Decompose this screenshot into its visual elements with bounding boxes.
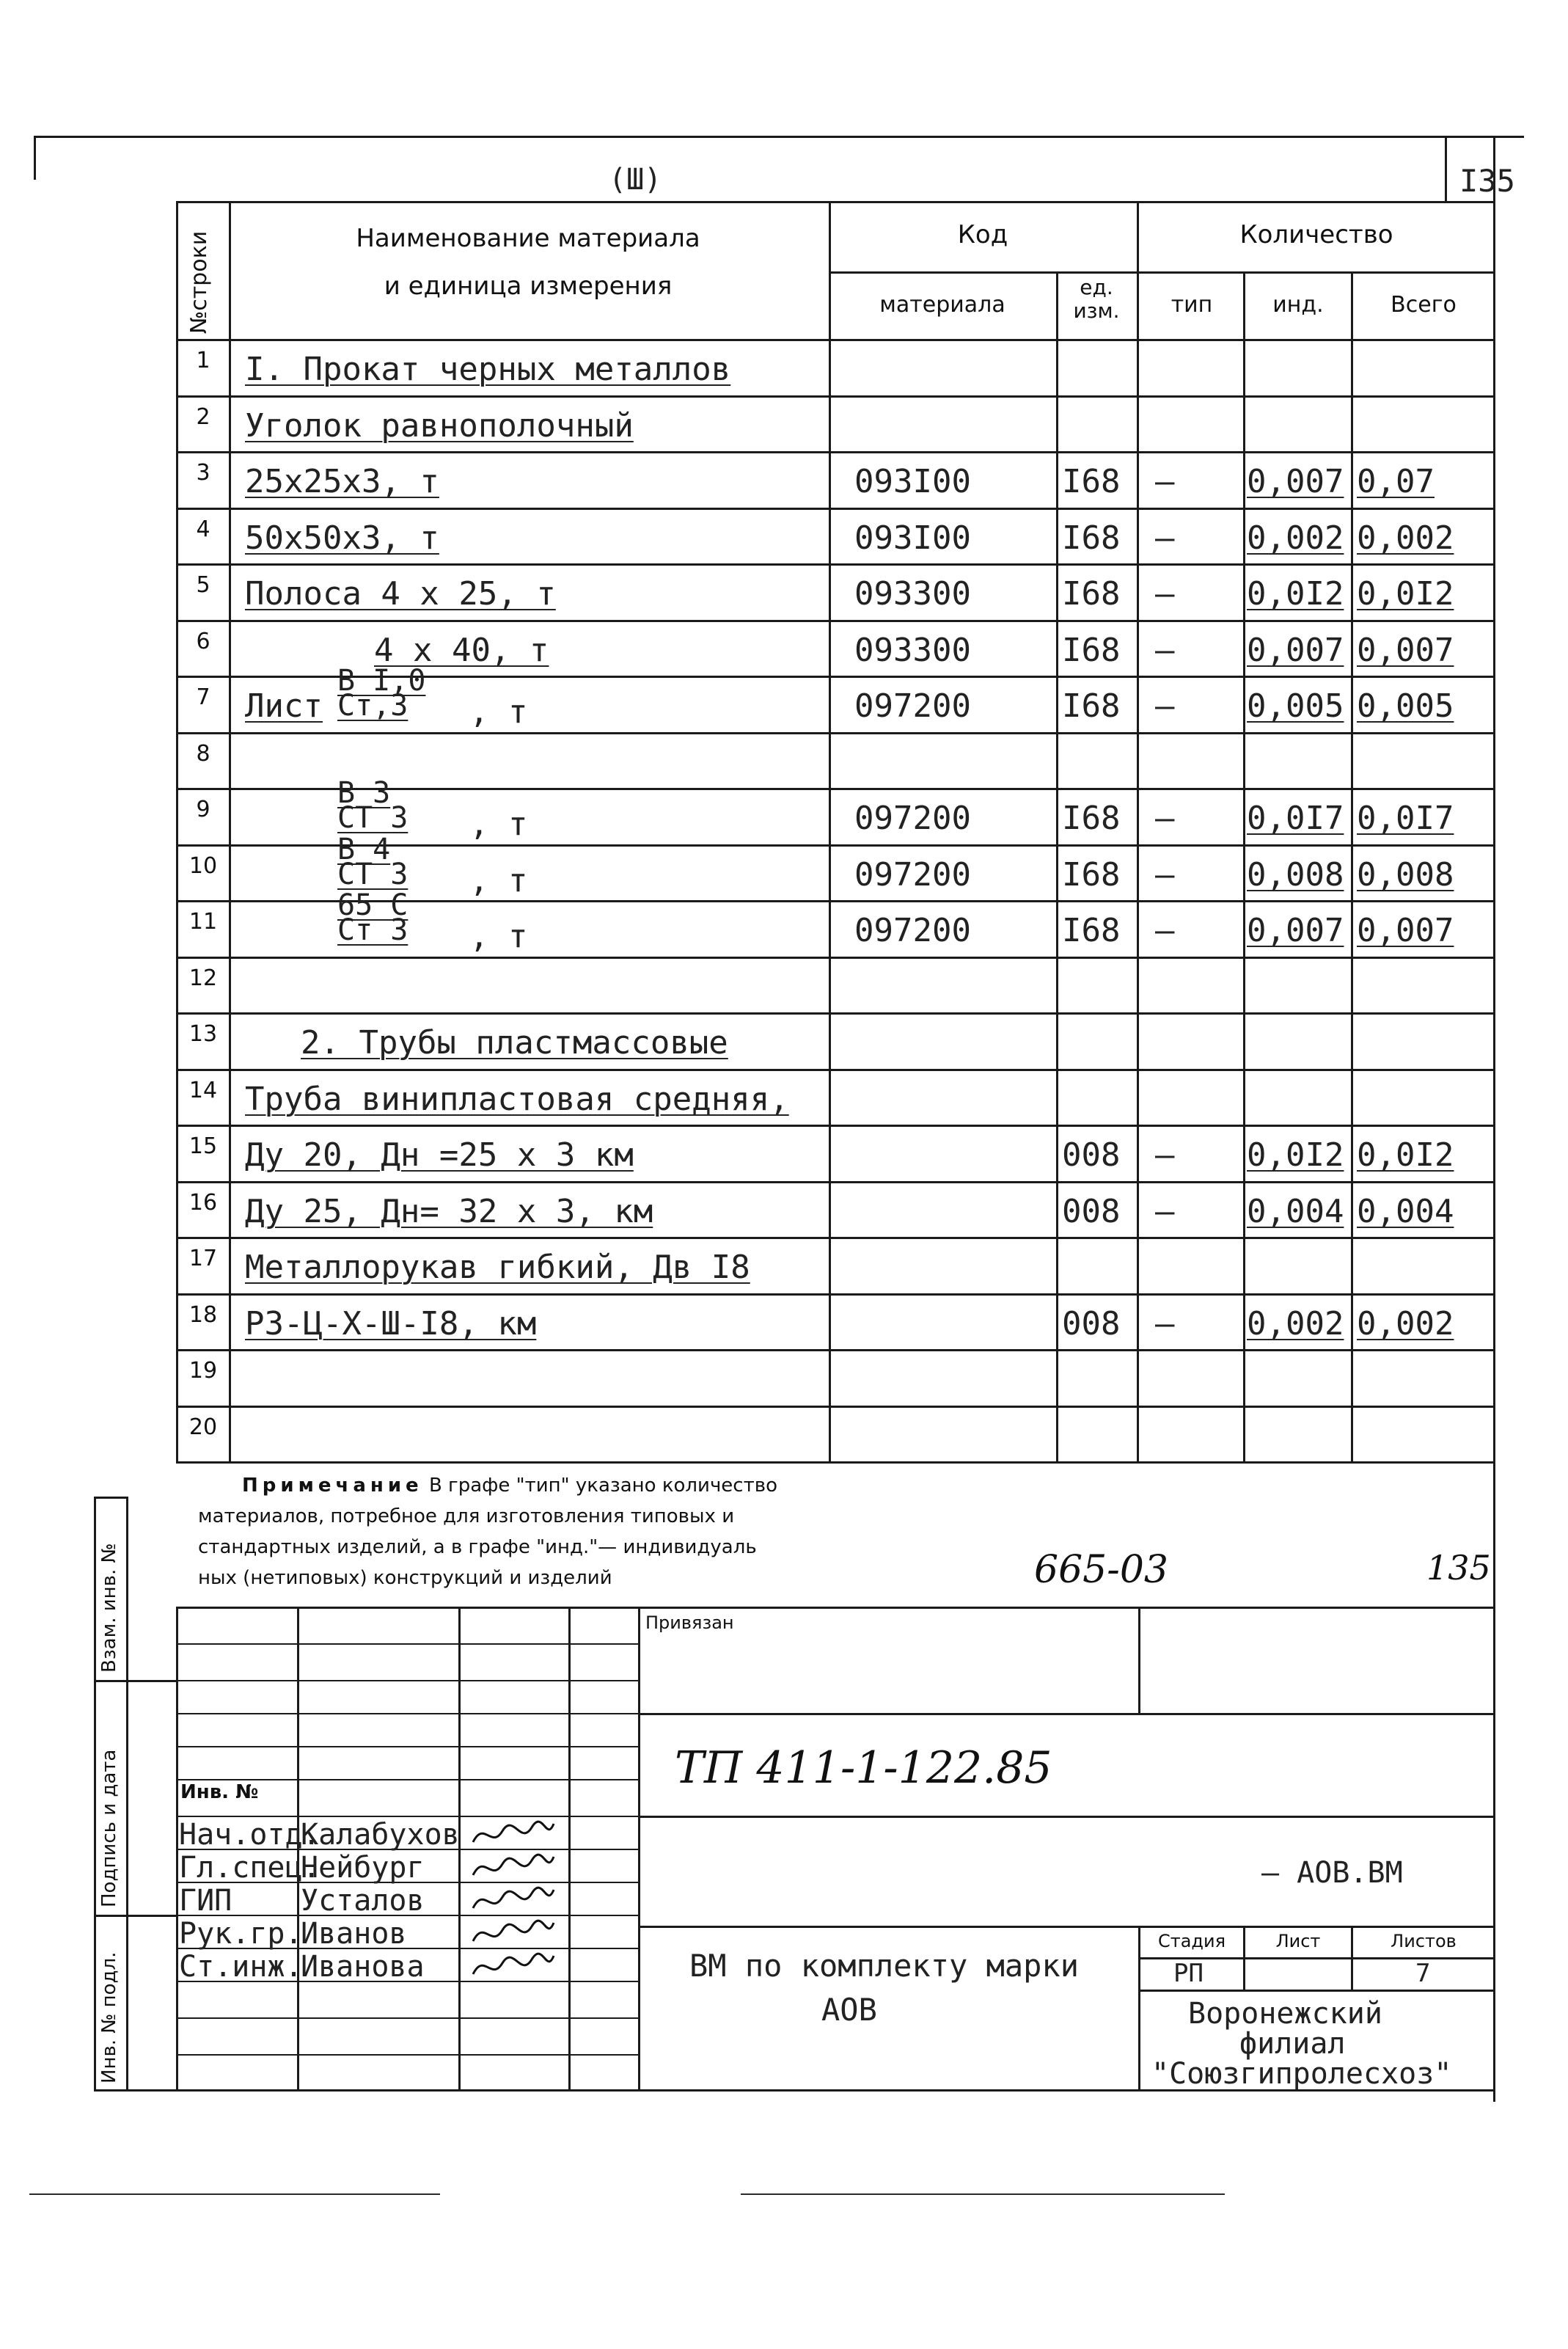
row-code: 093I00 [854,519,971,557]
stamp-col-privyazan-right [1138,1607,1140,1713]
row-type: – [1155,1193,1175,1230]
row-ind: 0,005 [1247,687,1344,725]
row-name: Полоса 4 х 25, т [245,575,556,613]
table-col-rownum [229,201,231,1461]
table-row-line [176,1012,1495,1015]
row-name: Ду 20, Дн =25 х 3 км [245,1136,634,1174]
frame-pagenum-divider [1445,136,1447,202]
table-row-line [176,732,1495,734]
table-right-border [1493,201,1495,1461]
stamp-person-name: Калабухов [301,1818,460,1852]
row-number: 14 [188,1078,218,1103]
row-unit-suffix: , т [469,693,528,731]
row-total: 0,002 [1357,519,1454,557]
stamp-person-name: Нейбург [301,1851,425,1885]
stamp-person-role: Ст.инж. [179,1950,303,1984]
row-total: 0,0I2 [1357,1136,1454,1174]
row-number: 11 [188,909,218,935]
stamp-row-line [176,1746,640,1747]
row-name: I. Прокат черных металлов [245,351,731,388]
table-subheader-line [829,271,1495,274]
frame-top-left-tick [34,136,36,180]
note-text-1: В графе "тип" указано количество [428,1475,777,1497]
header-qty-group: Количество [1239,220,1393,249]
header-qty-ind: инд. [1272,292,1324,318]
stamp-stage-label: Стадия [1157,1931,1226,1951]
note-line2: материалов, потребное для изготовления типовых и [198,1505,735,1527]
table-row-line [176,1461,1495,1464]
row-name: 4 х 40, т [374,632,549,669]
table-left-border [176,201,178,1461]
row-code: 093I00 [854,463,971,500]
row-number: 18 [188,1302,218,1328]
header-code-material: материала [879,292,1005,318]
stamp-inv-no: Инв. № [180,1781,259,1803]
stamp-stage-col-1 [1243,1926,1245,1990]
row-number: 3 [196,460,210,486]
row-type: – [1155,1305,1175,1342]
row-ind: 0,002 [1247,519,1344,557]
row-ind: 0,004 [1247,1193,1344,1230]
row-number: 10 [188,853,218,879]
row-type: – [1155,912,1175,949]
table-row-line [176,563,1495,566]
row-name: Лист [245,687,323,725]
signature-scribble [469,1915,557,1952]
table-row-line [176,1293,1495,1296]
table-row-line [176,395,1495,398]
stamp-code-top [638,1816,1495,1818]
table-header-bottom [176,339,1495,341]
stamp-stage-col-2 [1351,1926,1353,1990]
table-top-border [176,201,1495,203]
table-row-line [176,451,1495,453]
table-row-line [176,1237,1495,1239]
row-code: 097200 [854,856,971,894]
stamp-top-border [176,1607,1495,1609]
row-total: 0,0I7 [1357,800,1454,837]
row-type: – [1155,575,1175,613]
row-ind: 0,007 [1247,912,1344,949]
row-type: – [1155,1136,1175,1174]
row-code: 097200 [854,912,971,949]
row-total: 0,008 [1357,856,1454,894]
stamp-title-line1: ВМ по комплекту марки [689,1948,1080,1984]
row-unit: 008 [1062,1136,1121,1174]
row-unit: I68 [1062,519,1121,557]
signature-scribble [469,1816,557,1853]
row-name: 25х25х3, т [245,463,439,500]
row-unit-suffix: , т [469,862,528,899]
table-row-line [176,1125,1495,1127]
table-row-line [176,1406,1495,1408]
table-col-ind [1351,271,1353,1461]
row-code: 093300 [854,575,971,613]
row-unit-suffix: , т [469,805,528,843]
signature-scribble [469,1849,557,1886]
side-strip-left [94,1497,96,2091]
table-col-code [1056,271,1058,1461]
row-name: Металлорукав гибкий, Дв I8 [245,1249,750,1286]
row-grade-numerator: В 3 [337,776,391,810]
stamp-stage-value: РП [1173,1959,1204,1988]
row-number: 16 [188,1190,218,1216]
row-number: 12 [188,965,218,991]
scan-mark-right [741,2193,1225,2195]
row-grade-numerator: В 4 [337,833,391,866]
stamp-person-role: ГИП [179,1884,232,1918]
row-number: 7 [196,684,210,710]
row-grade-denominator: Ст,3 [337,689,409,723]
row-number: 5 [196,572,210,598]
row-name: РЗ-Ц-Х-Ш-I8, км [245,1305,537,1342]
side-label-podpis: Подпись и дата [98,1749,120,1907]
row-total: 0,007 [1357,912,1454,949]
row-number: 6 [196,629,210,654]
stamp-org-line3: "Союзгипролесхоз" [1151,2057,1452,2091]
row-name: 2. Трубы пластмассовые [301,1024,728,1062]
side-strip-sep2 [94,1915,176,1917]
stamp-sheets-label: Листов [1391,1931,1457,1951]
stamp-org-line2: филиал [1239,2027,1346,2061]
row-number: 15 [188,1133,218,1159]
row-number: 9 [196,797,210,822]
row-type: – [1155,856,1175,894]
table-row-line [176,1181,1495,1183]
row-ind: 0,002 [1247,1305,1344,1342]
side-strip-mid [126,1497,128,2091]
row-name: Труба винипластовая средняя, [245,1081,789,1118]
row-ind: 0,0I2 [1247,1136,1344,1174]
archive-number: 665-03 [1034,1548,1168,1592]
row-unit: I68 [1062,463,1121,500]
side-label-inv-podl: Инв. № подл. [98,1951,120,2083]
row-grade-numerator: В I,0 [337,664,426,698]
row-unit-suffix: , т [469,918,528,955]
table-col-type [1243,271,1245,1461]
stamp-person-name: Иванова [301,1950,425,1984]
signature-scribble [469,1882,557,1919]
row-unit: I68 [1062,687,1121,725]
row-name: Ду 25, Дн= 32 х 3, км [245,1193,653,1230]
stamp-sheets-value: 7 [1415,1959,1431,1988]
row-unit: I68 [1062,800,1121,837]
stamp-person-role: Нач.отд. [179,1818,320,1852]
header-rownum-label: №строки [186,230,212,334]
stamp-sheet-label: Лист [1275,1931,1321,1951]
row-total: 0,0I2 [1357,575,1454,613]
stamp-person-role: Рук.гр. [179,1917,303,1951]
row-unit: I68 [1062,632,1121,669]
row-number: 20 [188,1414,218,1440]
header-code-unit: ед. изм. [1073,275,1120,323]
side-strip-sep1 [94,1680,176,1682]
side-strip-top [94,1497,128,1499]
row-number: 8 [196,741,210,767]
table-row-line [176,1349,1495,1351]
row-type: – [1155,800,1175,837]
row-number: 2 [196,404,210,430]
row-grade-denominator: СТ 3 [337,858,409,891]
stamp-privyazan-bottom [638,1713,1495,1715]
row-type: – [1155,463,1175,500]
row-number: 13 [188,1021,218,1047]
row-unit: I68 [1062,912,1121,949]
stamp-privyazan-label: Привязан [645,1612,734,1633]
table-col-unit [1137,201,1139,1461]
frame-top-line [34,136,1524,138]
row-number: 4 [196,516,210,542]
table-row-line [176,620,1495,622]
stamp-title-line2: АОВ [821,1992,877,2028]
row-grade-denominator: СТ 3 [337,801,409,835]
header-qty-type: тип [1170,292,1213,318]
header-name-line2: и единица измерения [384,271,673,301]
signature-scribble [469,1948,557,1985]
roman-mark: (Ш) [609,163,662,197]
row-total: 0,004 [1357,1193,1454,1230]
page-number: I35 [1459,163,1515,199]
stamp-person-name: Иванов [301,1917,407,1951]
stamp-row-line [176,1816,640,1817]
scan-mark-left [29,2193,440,2195]
row-ind: 0,0I7 [1247,800,1344,837]
sheet-number-handwritten: 135 [1426,1548,1491,1588]
header-qty-total: Всего [1391,292,1457,318]
row-unit: 008 [1062,1193,1121,1230]
row-total: 0,07 [1357,463,1435,500]
row-unit: I68 [1062,856,1121,894]
stamp-row-line [176,1713,640,1714]
row-unit: 008 [1062,1305,1121,1342]
stamp-stage-bottom [1138,1990,1495,1992]
row-ind: 0,007 [1247,463,1344,500]
stamp-row-line [176,2017,640,2019]
table-row-line [176,957,1495,959]
row-type: – [1155,632,1175,669]
row-unit: I68 [1062,575,1121,613]
row-grade-denominator: Ст 3 [337,913,409,947]
stamp-row-line [176,1643,640,1645]
header-code-group: Код [957,220,1008,249]
stamp-row-line [176,1680,640,1681]
stamp-row-line [176,1779,640,1780]
row-type: – [1155,519,1175,557]
row-ind: 0,008 [1247,856,1344,894]
stamp-doc-code: – АОВ.ВМ [1261,1856,1403,1890]
side-label-vzam: Взам. инв. № [98,1543,120,1673]
row-number: 19 [188,1358,218,1384]
note-line1 [242,1475,777,1497]
stamp-row-line [176,2054,640,2056]
row-total: 0,007 [1357,632,1454,669]
row-ind: 0,0I2 [1247,575,1344,613]
row-code: 097200 [854,800,971,837]
row-number: 17 [188,1246,218,1271]
row-name: Уголок равнополочный [245,407,634,445]
row-code: 093300 [854,632,971,669]
row-type: – [1155,687,1175,725]
stamp-org-line1: Воронежский [1188,1997,1382,2031]
table-row-line [176,1069,1495,1071]
stamp-person-name: Усталов [301,1884,425,1918]
project-code: ТП 411-1-122.85 [675,1742,1052,1794]
note-line3: стандартных изделий, а в графе "инд."— индивидуаль [198,1536,757,1558]
row-name: 50х50х3, т [245,519,439,557]
note-label: Примечание [242,1475,423,1497]
stamp-person-role: Гл.спец. [179,1851,320,1885]
stamp-title-top [638,1926,1495,1928]
table-row-line [176,508,1495,510]
note-line4: ных (нетиповых) конструкций и изделий [198,1567,612,1589]
row-number: 1 [196,348,210,373]
table-col-name [829,201,831,1461]
row-grade-numerator: 65 С [337,888,409,922]
row-total: 0,002 [1357,1305,1454,1342]
row-code: 097200 [854,687,971,725]
header-name-line1: Наименование материала [356,224,700,253]
row-total: 0,005 [1357,687,1454,725]
row-ind: 0,007 [1247,632,1344,669]
